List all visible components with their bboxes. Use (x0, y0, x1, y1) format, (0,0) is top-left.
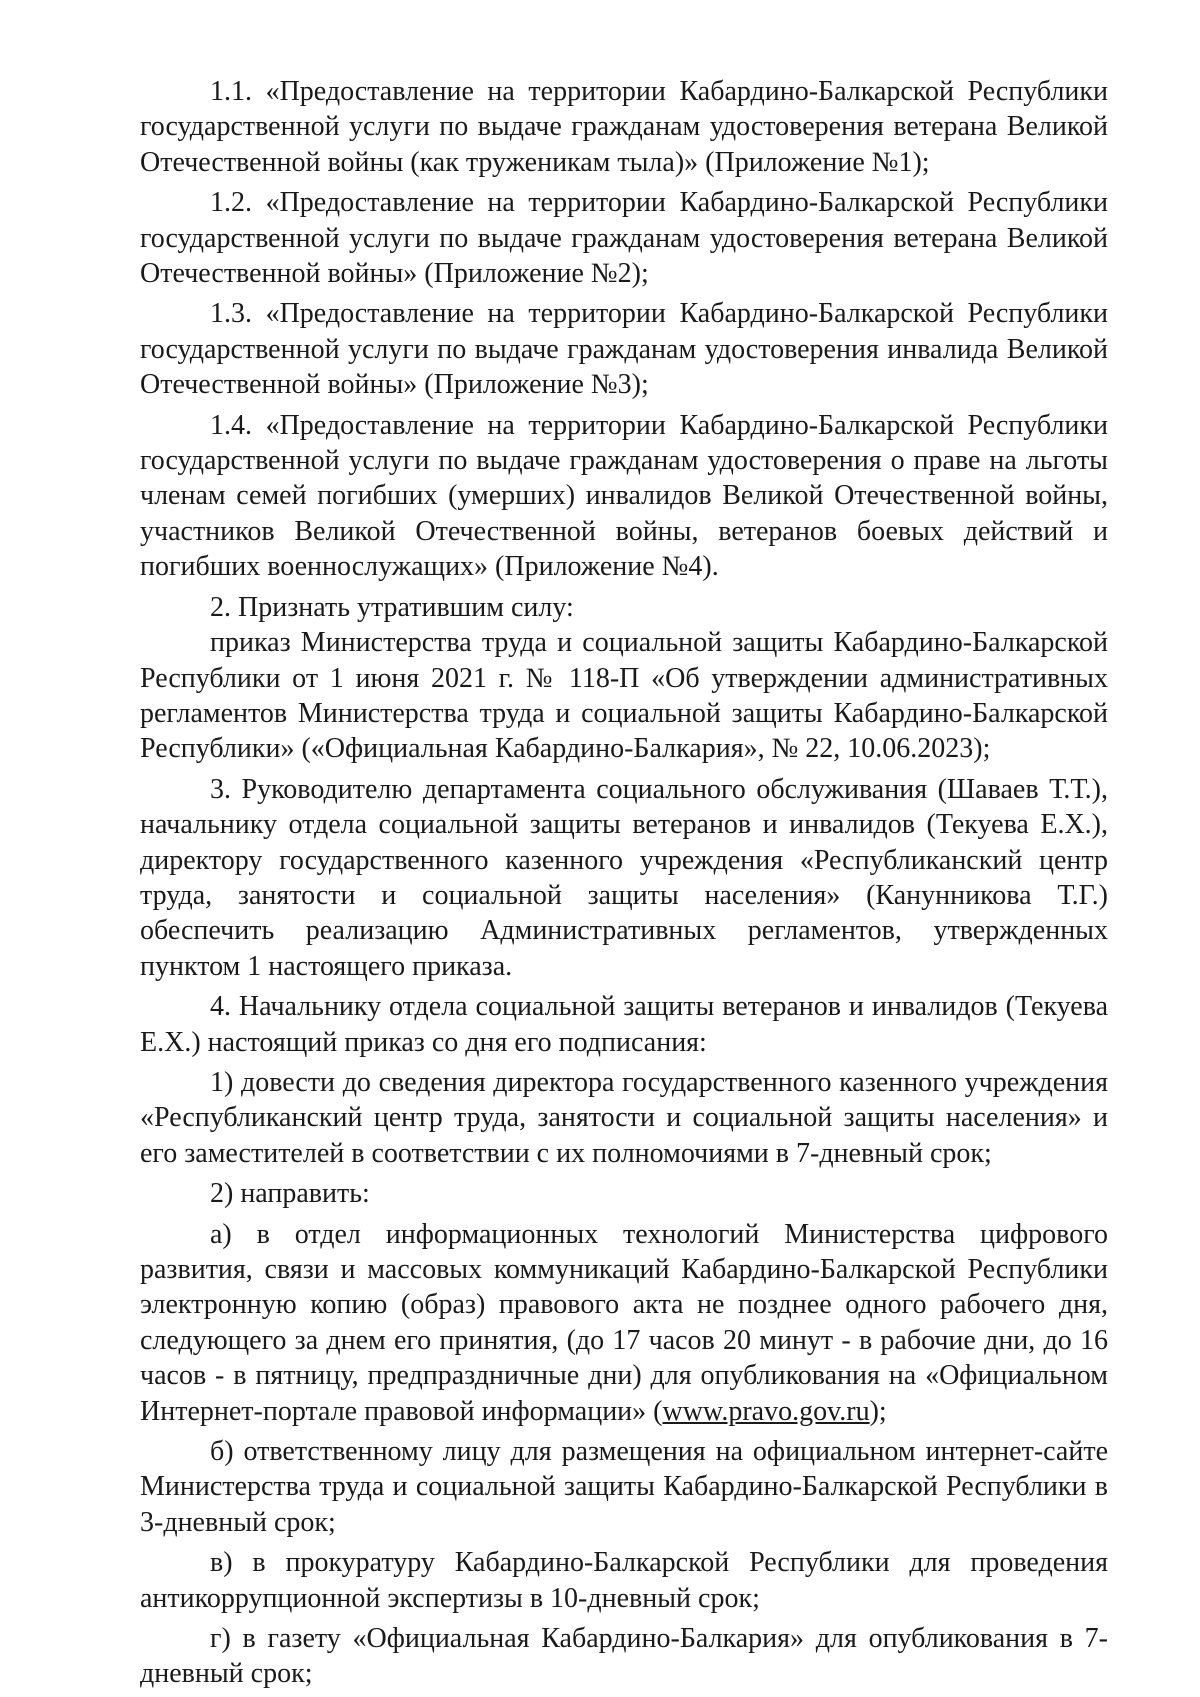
clause-2: 2. Признать утратившим силу: (210, 591, 574, 623)
clause-4-2-v: в) в прокуратуру Кабардино-Балкарской Республики для проведения антикоррупционной экспертизы в 10-дневный срок; (140, 1547, 1108, 1614)
clause-4-1: 1) довести до сведения директора государственного казенного учреждения «Республиканский центр труда, занятости и социальной защиты населения» и его заместителей в соответствии с их полномочиями в 7-дневный срок; (140, 1066, 1108, 1169)
clause-1-1: 1.1. «Предоставление на территории Кабардино-Балкарской Республики государственной услуги по выдаче гражданам удостоверения ветерана Великой Отечественной войны (как труженикам тыла)» (Приложение №1); (140, 76, 1108, 178)
clause-4-2-a (140, 1217, 1108, 1429)
document-body (140, 74, 1108, 1697)
clause-1-3: 1.3. «Предоставление на территории Кабардино-Балкарской Республики государственной услуги по выдаче гражданам удостоверения инвалида Великой Отечественной войны» (Приложение №3); (140, 298, 1108, 401)
clause-4-2-b: б) ответственному лицу для размещения на официальном интернет-сайте Министерства труда и социальной защиты Кабардино-Балкарской Республики в 3-дневный срок; (140, 1436, 1108, 1538)
clause-4-2: 2) направить: (210, 1178, 370, 1210)
clause-1-4: 1.4. «Предоставление на территории Кабардино-Балкарской Республики государственной услуги по выдаче гражданам удостоверения о праве на льготы членам семей погибших (умерших) инвалидов Великой Отечественной войны, участников Великой Отечественной войны, ветеранов боевых действий и погибших военнослужащих» (Приложение №4). (140, 409, 1108, 583)
pravo-link[interactable]: www.pravo.gov.ru (662, 1395, 870, 1427)
clause-3: 3. Руководителю департамента социального обслуживания (Шаваев Т.Т.), начальнику отдела социальной защиты ветеранов и инвалидов (Текуева Е.Х.), директору государственного казенного учреждения «Республиканский центр труда, занятости и социальной защиты населения» (Канунникова Т.Г.) обеспечить реализацию Административных регламентов, утвержденных пунктом 1 настоящего приказа. (140, 773, 1108, 982)
clause-1-2: 1.2. «Предоставление на территории Кабардино-Балкарской Республики государственной услуги по выдаче гражданам удостоверения ветерана Великой Отечественной войны» (Приложение №2); (140, 187, 1108, 290)
clause-4-2-a-text: а) в отдел информационных технологий Министерства цифрового развития, связи и массовых коммуникаций Кабардино-Балкарской Республики электронную копию (образ) правового акта не позднее одного рабочего дня, следующего за днем его принятия, (до 17 часов 20 минут - в рабочие дни, до 16 часов - в пятницу, предпраздничные дни) для опубликования на «Официальном Интернет-портале правовой информации» ( (140, 1218, 1108, 1427)
clause-4-2-a-end: ); (869, 1395, 887, 1427)
clause-2-order: приказ Министерства труда и социальной защиты Кабардино-Балкарской Республики от 1 июня 2021 г. № 118-П «Об утверждении административных регламентов Министерства труда и социальной защиты Кабардино-Балкарской Республики» («Официальная Кабардино-Балкария», № 22, 10.06.2023); (140, 627, 1108, 765)
clause-4: 4. Начальнику отдела социальной защиты ветеранов и инвалидов (Текуева Е.Х.) настоящий приказ со дня его подписания: (140, 991, 1108, 1058)
clause-4-2-g: г) в газету «Официальная Кабардино-Балкария» для опубликования в 7-дневный срок; (140, 1623, 1108, 1690)
